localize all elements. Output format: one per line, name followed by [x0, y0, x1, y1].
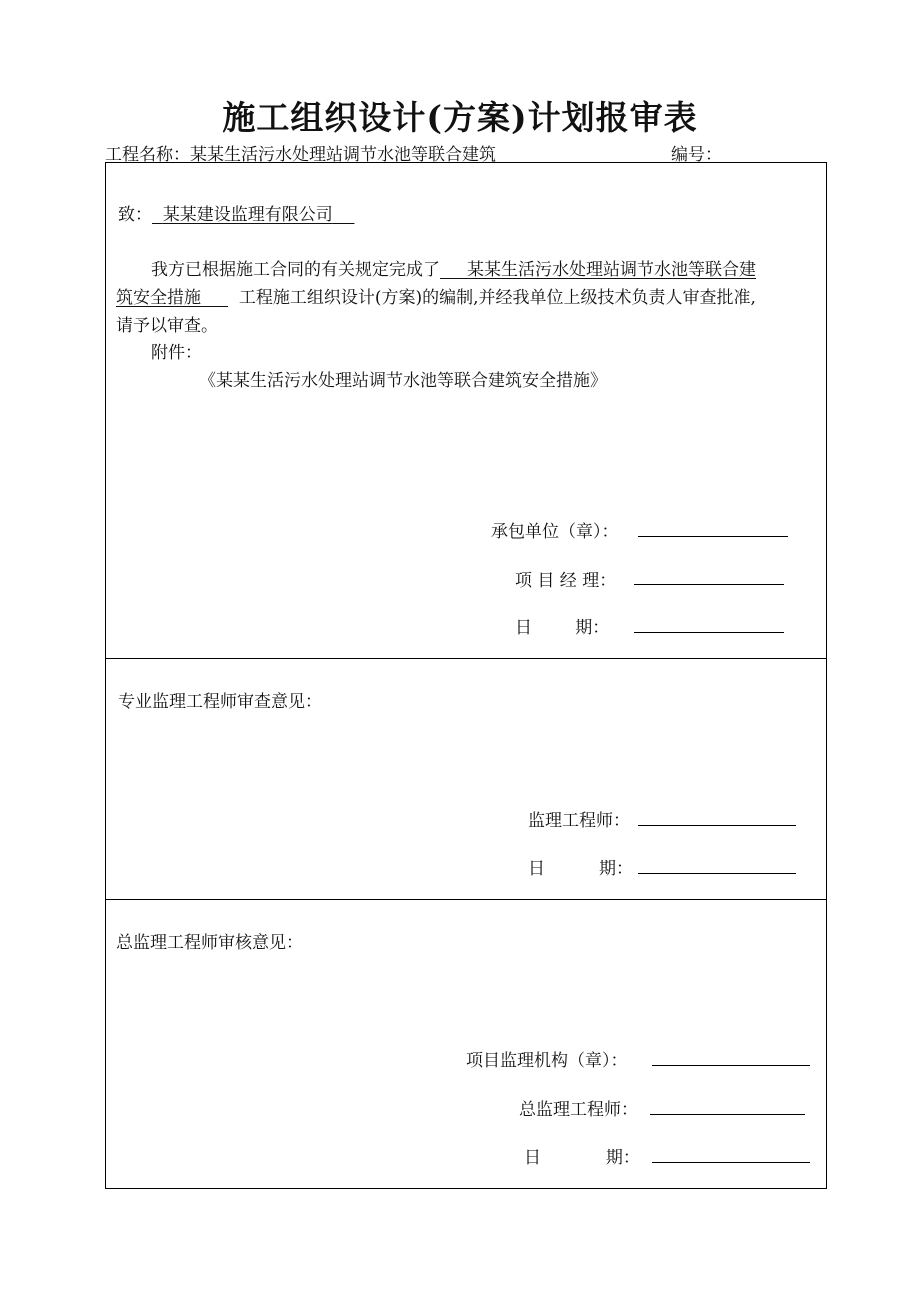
manager-label: 项 目 经 理： — [515, 571, 617, 591]
date-field-3[interactable] — [652, 1162, 810, 1163]
body-line-1 — [151, 255, 756, 280]
body-line-3: 请予以审查。 — [116, 316, 218, 336]
divider-1 — [106, 658, 826, 659]
body-line-2 — [116, 283, 756, 308]
attachment-title: 《某某生活污水处理站调节水池等联合建筑安全措施》 — [199, 371, 607, 391]
date-field-2[interactable] — [638, 873, 796, 874]
date-label-2: 日 期： — [528, 859, 634, 879]
engineer-label: 监理工程师： — [528, 811, 630, 831]
org-signature-field[interactable] — [652, 1065, 810, 1066]
to-company-field[interactable]: 某某建设监理有限公司 — [162, 205, 333, 225]
date-label-3: 日 期： — [524, 1148, 640, 1168]
to-row — [118, 200, 354, 225]
project-name: 某某生活污水处理站调节水池等联合建筑 — [190, 145, 496, 165]
chief-label: 总监理工程师： — [519, 1100, 638, 1120]
project-label: 工程名称： — [105, 145, 190, 165]
number-label: 编号： — [671, 145, 722, 165]
page-title: 施工组织设计(方案)计划报审表 — [222, 98, 698, 137]
project-name-field-1[interactable]: 某某生活污水处理站调节水池等联合建 — [467, 260, 757, 280]
engineer-signature-field[interactable] — [638, 825, 796, 826]
chief-signature-field[interactable] — [650, 1114, 805, 1115]
project-name-field-2[interactable]: 筑安全措施 — [116, 288, 201, 308]
contractor-label: 承包单位（章）： — [491, 522, 619, 542]
contractor-signature-field[interactable] — [638, 536, 788, 537]
chief-review-heading: 总监理工程师审核意见： — [116, 933, 303, 953]
divider-2 — [106, 899, 826, 900]
form-table — [105, 162, 827, 1189]
engineer-review-heading: 专业监理工程师审查意见： — [118, 692, 322, 712]
attachment-label: 附件： — [151, 343, 202, 363]
date-field-1[interactable] — [634, 632, 784, 633]
body-suffix: 工程施工组织设计(方案)的编制,并经我单位上级技术负责人审查批准, — [238, 288, 756, 308]
org-label: 项目监理机构（章）： — [466, 1051, 628, 1071]
date-label-1: 日 期： — [515, 618, 610, 638]
to-label: 致： — [118, 205, 152, 225]
body-prefix: 我方已根据施工合同的有关规定完成了 — [151, 260, 440, 280]
manager-signature-field[interactable] — [634, 584, 784, 585]
